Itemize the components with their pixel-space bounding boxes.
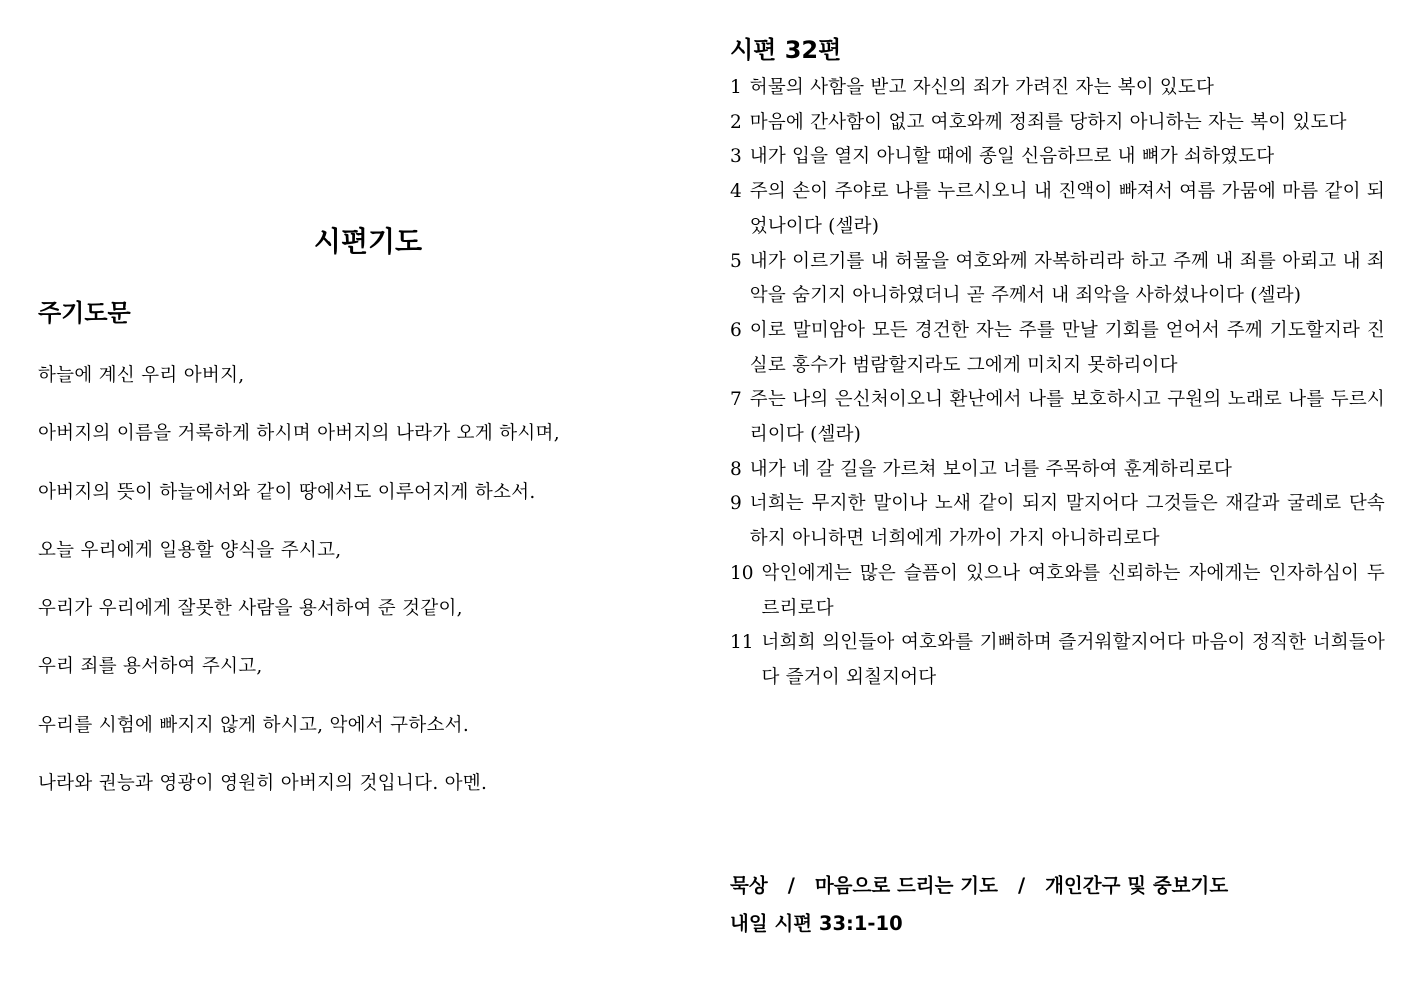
intercession-label: 개인간구 및 중보기도: [1045, 874, 1229, 897]
tomorrow-reading: 내일 시편 33:1-10: [730, 912, 903, 935]
meditation-label: 묵상: [730, 874, 768, 897]
prayer-line: 우리 죄를 용서하여 주시고,: [38, 656, 263, 678]
heart-prayer-label: 마음으로 드리는 기도: [814, 874, 998, 897]
meditation-line: [730, 868, 1228, 904]
verse: [730, 140, 1385, 175]
prayer-line: 아버지의 뜻이 하늘에서와 같이 땅에서도 이루어지게 하소서.: [38, 481, 536, 503]
verse-text: 악인에게는 많은 슬픔이 있으나 여호와를 신뢰하는 자에게는 인자하심이 두르리로다: [761, 562, 1385, 619]
lords-prayer: [38, 359, 560, 825]
right-page: [730, 0, 1385, 992]
prayer-line: 우리를 시험에 빠지지 않게 하시고, 악에서 구하소서.: [38, 714, 470, 736]
verse: [730, 314, 1385, 383]
prayer-line: 우리가 우리에게 잘못한 사람을 용서하여 준 것같이,: [38, 598, 463, 620]
verse-text: 주의 손이 주야로 나를 누르시오니 내 진액이 빠져서 여름 가뭄에 마름 같이 되었나이다 (셀라): [749, 181, 1385, 237]
verse-text: 이로 말미암아 모든 경건한 자는 주를 만날 기회를 얻어서 주께 기도할지라 진실로 홍수가 범람할지라도 그에게 미치지 못하리이다: [749, 319, 1385, 376]
page-title: 시편기도: [313, 225, 423, 258]
verse: [730, 175, 1385, 244]
verse-number: 5: [730, 250, 742, 272]
left-page: [38, 0, 698, 992]
prayer-line: 오늘 우리에게 일용할 양식을 주시고,: [38, 539, 342, 561]
verse-number: 2: [730, 111, 742, 133]
psalm-verses: [730, 71, 1385, 696]
separator: /: [787, 874, 795, 897]
verse-number: 8: [730, 458, 742, 480]
verse: [730, 245, 1385, 314]
verse-text: 너희는 무지한 말이나 노새 같이 되지 말지어다 그것들은 재갈과 굴레로 단속하지 아니하면 너희에게 가까이 가지 아니하리로다: [749, 493, 1385, 550]
verse-text: 마음에 간사함이 없고 여호와께 정죄를 당하지 아니하는 자는 복이 있도다: [749, 111, 1347, 133]
verse: [730, 557, 1385, 626]
verse: [730, 106, 1385, 141]
prayer-line: 나라와 권능과 영광이 영원히 아버지의 것입니다. 아멘.: [38, 773, 488, 795]
verse-number: 6: [730, 319, 742, 341]
separator: /: [1017, 874, 1026, 897]
verse: [730, 71, 1385, 106]
verse-text: 너희희 의인들아 여호와를 기뻐하며 즐거워할지어다 마음이 정직한 너희들아 다 즐거이 외칠지어다: [761, 632, 1385, 688]
psalm-title: 시편 32편: [730, 36, 842, 64]
verse-number: 3: [730, 146, 742, 168]
verse-text: 내가 입을 열지 아니할 때에 종일 신음하므로 내 뼈가 쇠하였도다: [749, 146, 1275, 168]
verse: [730, 453, 1385, 488]
verse: [730, 626, 1385, 695]
verse-number: 9: [730, 493, 742, 515]
verse-text: 내가 이르기를 내 허물을 여호와께 자복하리라 하고 주께 내 죄를 아뢰고 내 죄악을 숨기지 아니하였더니 곧 주께서 내 죄악을 사하셨나이다 (셀라): [749, 250, 1385, 307]
section-title-lords-prayer: 주기도문: [38, 299, 131, 327]
verse-number: 1: [730, 77, 742, 98]
verse-number: 11: [730, 632, 754, 654]
verse-number: 10: [730, 562, 754, 584]
verse: [730, 383, 1385, 452]
prayer-line: 하늘에 계신 우리 아버지,: [38, 365, 245, 386]
verse-number: 7: [730, 389, 742, 411]
verse: [730, 487, 1385, 556]
prayer-line: 아버지의 이름을 거룩하게 하시며 아버지의 나라가 오게 하시며,: [38, 423, 560, 445]
verse-text: 내가 네 갈 길을 가르쳐 보이고 너를 주목하여 훈계하리로다: [749, 458, 1233, 480]
verse-text: 주는 나의 은신처이오니 환난에서 나를 보호하시고 구원의 노래로 나를 두르시리이다 (셀라): [749, 389, 1385, 446]
verse-number: 4: [730, 181, 742, 203]
verse-text: 허물의 사함을 받고 자신의 죄가 가려진 자는 복이 있도다: [749, 77, 1215, 98]
